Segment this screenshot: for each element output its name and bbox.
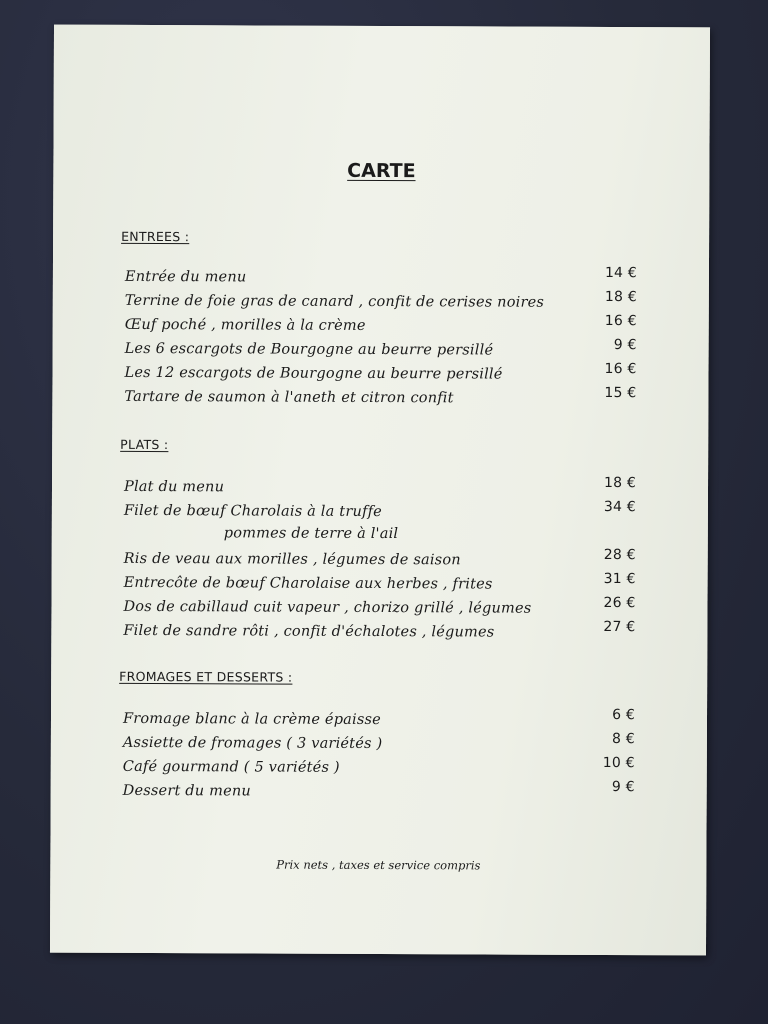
menu-title: CARTE <box>347 159 416 183</box>
item-name: Filet de sandre rôti , confit d'échalotes , légumes <box>123 622 495 641</box>
item-price: 16 € <box>604 312 637 330</box>
menu-item <box>123 546 636 575</box>
item-name: Dos de cabillaud cuit vapeur , chorizo grillé , légumes <box>123 598 532 617</box>
item-name: Terrine de foie gras de canard , confit de cerises noires <box>124 292 545 311</box>
item-name: Dessert du menu <box>122 782 251 800</box>
menu-item <box>124 337 637 365</box>
menu-item <box>124 384 637 413</box>
item-price: 8 € <box>612 731 635 748</box>
item-price: 9 € <box>613 337 637 354</box>
item-price: 18 € <box>604 474 637 492</box>
item-name: Ris de veau aux morilles , légumes de saison <box>123 550 461 569</box>
section-heading-desserts: FROMAGES ET DESSERTS : <box>119 668 293 685</box>
item-name: Les 12 escargots de Bourgogne au beurre persillé <box>124 364 503 383</box>
item-price: 34 € <box>603 498 636 516</box>
menu-item <box>122 731 635 759</box>
menu-item <box>123 474 637 503</box>
item-price: 27 € <box>603 618 636 636</box>
menu-item <box>123 570 636 599</box>
section-heading-plats: PLATS : <box>120 436 169 453</box>
menu-item <box>123 594 636 623</box>
item-price: 26 € <box>603 594 636 612</box>
menu-item <box>122 779 635 807</box>
item-price: 10 € <box>602 754 635 772</box>
menu-item <box>122 754 635 783</box>
menu-item <box>124 264 637 293</box>
item-price: 15 € <box>604 384 637 402</box>
menu-sheet <box>50 25 710 956</box>
item-price: 6 € <box>612 707 636 724</box>
section-heading-entrees: ENTREES : <box>121 228 190 245</box>
item-name: Plat du menu <box>123 478 225 496</box>
item-name: Fromage blanc à la crème épaisse <box>122 710 381 729</box>
item-name: Entrecôte de bœuf Charolaise aux herbes , frites <box>123 574 493 593</box>
item-price: 16 € <box>604 360 637 378</box>
item-name: Tartare de saumon à l'aneth et citron confit <box>124 388 454 407</box>
item-name: Entrée du menu <box>124 268 247 286</box>
menu-item <box>123 618 636 647</box>
item-price: 28 € <box>603 546 636 564</box>
item-name: Œuf poché , morilles à la crème <box>124 316 366 334</box>
item-price: 14 € <box>604 264 637 282</box>
item-price: 9 € <box>611 779 635 796</box>
menu-item <box>124 360 637 389</box>
item-name: Café gourmand ( 5 variétés ) <box>122 758 340 776</box>
menu-item <box>123 498 636 527</box>
menu-item <box>124 288 637 317</box>
item-price: 31 € <box>603 570 636 588</box>
price-note: Prix nets , taxes et service compris <box>276 857 481 873</box>
item-name: Assiette de fromages ( 3 variétés ) <box>122 734 383 753</box>
menu-item <box>122 707 636 735</box>
item-name: Les 6 escargots de Bourgogne au beurre persillé <box>124 340 494 359</box>
menu-item <box>124 312 637 341</box>
item-price: 18 € <box>604 288 637 306</box>
item-subline: pommes de terre à l'ail <box>223 525 399 543</box>
item-name: Filet de bœuf Charolais à la truffe <box>123 502 382 521</box>
